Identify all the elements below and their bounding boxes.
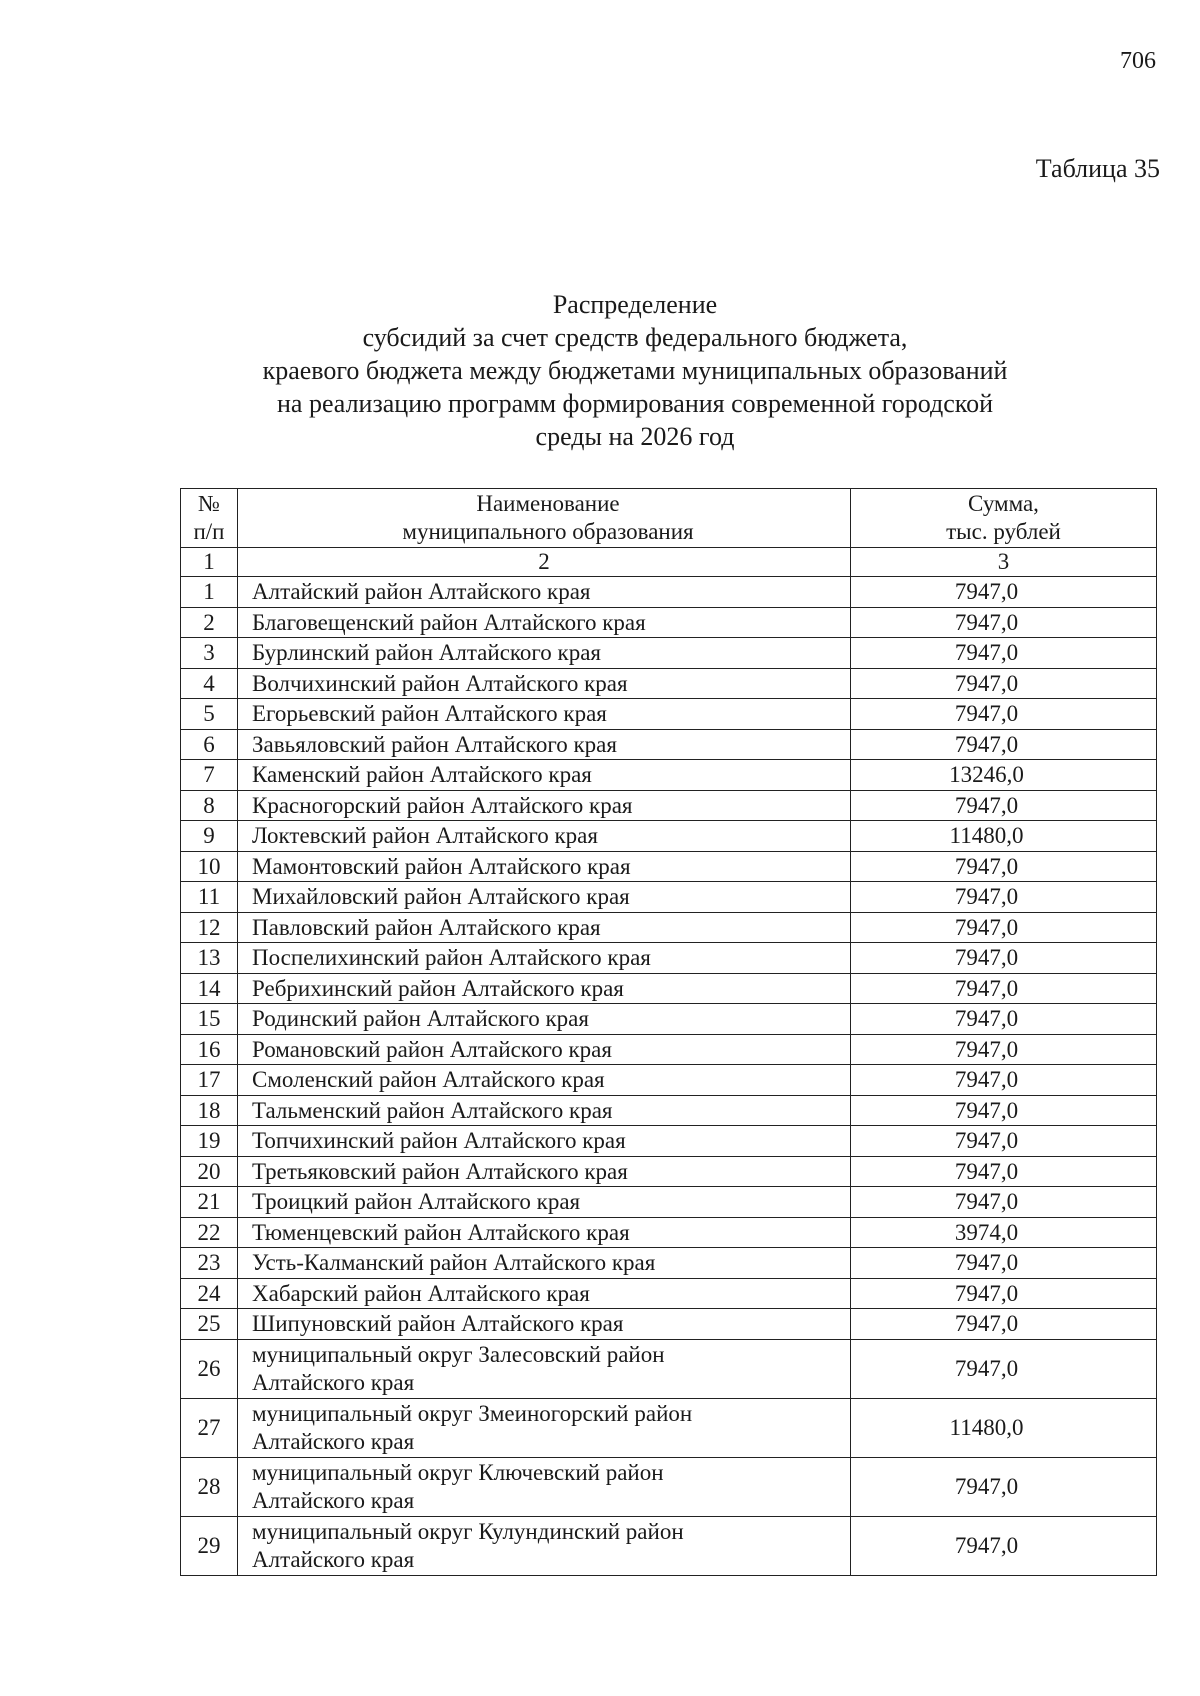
column-index-row — [181, 548, 1157, 577]
subsidy-amount: 7947,0 — [851, 1278, 1157, 1309]
table-row — [181, 1217, 1157, 1248]
title-line: субсидий за счет средств федерального бюджета, — [362, 323, 908, 352]
column-index: 2 — [238, 548, 851, 577]
row-number: 7 — [181, 760, 238, 791]
subsidy-amount: 7947,0 — [851, 1457, 1157, 1516]
table-row — [181, 912, 1157, 943]
row-number: 15 — [181, 1004, 238, 1035]
subsidy-amount: 7947,0 — [851, 943, 1157, 974]
subsidy-amount: 13246,0 — [851, 760, 1157, 791]
subsidy-amount: 7947,0 — [851, 1004, 1157, 1035]
subsidy-amount: 7947,0 — [851, 607, 1157, 638]
row-number: 10 — [181, 851, 238, 882]
municipality-name: Смоленский район Алтайского края — [238, 1065, 851, 1096]
municipality-name: Каменский район Алтайского края — [238, 760, 851, 791]
header-name-line: муниципального образования — [402, 519, 694, 544]
municipality-name: Хабарский район Алтайского края — [238, 1278, 851, 1309]
subsidy-amount: 3974,0 — [851, 1217, 1157, 1248]
row-number: 5 — [181, 699, 238, 730]
subsidy-amount: 7947,0 — [851, 882, 1157, 913]
table-row — [181, 1095, 1157, 1126]
municipality-name-line: муниципальный округ Кулундинский район — [252, 1518, 684, 1544]
municipality-name: Родинский район Алтайского края — [238, 1004, 851, 1035]
municipality-name — [238, 1457, 851, 1516]
municipality-name: Завьяловский район Алтайского края — [238, 729, 851, 760]
table-row — [181, 1126, 1157, 1157]
municipality-name: Шипуновский район Алтайского края — [238, 1309, 851, 1340]
municipality-name: Благовещенский район Алтайского края — [238, 607, 851, 638]
municipality-name — [238, 1339, 851, 1398]
row-number: 13 — [181, 943, 238, 974]
row-number: 26 — [181, 1339, 238, 1398]
table-row — [181, 1187, 1157, 1218]
subsidy-amount: 7947,0 — [851, 577, 1157, 608]
subsidy-amount: 7947,0 — [851, 973, 1157, 1004]
header-sum-line: Сумма, — [968, 491, 1039, 516]
subsidy-amount: 7947,0 — [851, 1248, 1157, 1279]
municipality-name-line: муниципальный округ Ключевский район — [252, 1459, 664, 1485]
municipality-name: Волчихинский район Алтайского края — [238, 668, 851, 699]
subsidy-amount: 7947,0 — [851, 1126, 1157, 1157]
subsidy-amount: 7947,0 — [851, 851, 1157, 882]
table-row — [181, 821, 1157, 852]
subsidy-amount: 7947,0 — [851, 1034, 1157, 1065]
municipality-name: Поспелихинский район Алтайского края — [238, 943, 851, 974]
row-number: 9 — [181, 821, 238, 852]
row-number: 14 — [181, 973, 238, 1004]
table-row — [181, 790, 1157, 821]
municipality-name — [238, 1398, 851, 1457]
subsidy-amount: 7947,0 — [851, 1309, 1157, 1340]
municipality-name: Мамонтовский район Алтайского края — [238, 851, 851, 882]
table-row — [181, 943, 1157, 974]
header-name-line: Наименование — [476, 491, 620, 516]
table-row — [181, 577, 1157, 608]
municipality-name: Романовский район Алтайского края — [238, 1034, 851, 1065]
municipality-name-line: муниципальный округ Змеиногорский район — [252, 1400, 693, 1426]
subsidy-amount: 7947,0 — [851, 1095, 1157, 1126]
table-row — [181, 1156, 1157, 1187]
row-number: 24 — [181, 1278, 238, 1309]
table-body — [181, 577, 1157, 1576]
municipality-name: Ребрихинский район Алтайского края — [238, 973, 851, 1004]
subsidy-amount: 7947,0 — [851, 1339, 1157, 1398]
row-number: 21 — [181, 1187, 238, 1218]
table-row — [181, 882, 1157, 913]
table-row — [181, 1004, 1157, 1035]
row-number: 19 — [181, 1126, 238, 1157]
row-number: 23 — [181, 1248, 238, 1279]
subsidy-amount: 7947,0 — [851, 668, 1157, 699]
table-row — [181, 699, 1157, 730]
table-row — [181, 1309, 1157, 1340]
column-index: 1 — [181, 548, 238, 577]
municipality-name — [238, 1516, 851, 1575]
row-number: 28 — [181, 1457, 238, 1516]
title-line: Распределение — [552, 290, 718, 319]
row-number: 12 — [181, 912, 238, 943]
table-header-row — [181, 489, 1157, 548]
row-number: 22 — [181, 1217, 238, 1248]
row-number: 17 — [181, 1065, 238, 1096]
row-number: 4 — [181, 668, 238, 699]
subsidy-amount: 11480,0 — [851, 821, 1157, 852]
title-line: на реализацию программ формирования современной городской — [277, 389, 993, 418]
subsidy-amount: 11480,0 — [851, 1398, 1157, 1457]
page-number: 706 — [1120, 48, 1156, 74]
municipality-name: Усть-Калманский район Алтайского края — [238, 1248, 851, 1279]
municipality-name-line: Алтайского края — [252, 1487, 415, 1513]
subsidy-amount: 7947,0 — [851, 729, 1157, 760]
subsidy-amount: 7947,0 — [851, 1156, 1157, 1187]
municipality-name: Алтайский район Алтайского края — [238, 577, 851, 608]
table-row — [181, 760, 1157, 791]
municipality-name: Павловский район Алтайского края — [238, 912, 851, 943]
row-number: 3 — [181, 638, 238, 669]
table-row — [181, 851, 1157, 882]
row-number: 8 — [181, 790, 238, 821]
header-sum — [851, 489, 1157, 548]
row-number: 27 — [181, 1398, 238, 1457]
municipality-name: Михайловский район Алтайского края — [238, 882, 851, 913]
table-row — [181, 1248, 1157, 1279]
municipality-name: Красногорский район Алтайского края — [238, 790, 851, 821]
table-row — [181, 1065, 1157, 1096]
title-line: краевого бюджета между бюджетами муниципальных образований — [262, 356, 1008, 385]
table-row — [181, 1278, 1157, 1309]
row-number: 25 — [181, 1309, 238, 1340]
municipality-name-line: Алтайского края — [252, 1428, 415, 1454]
municipality-name-line: Алтайского края — [252, 1369, 415, 1395]
row-number: 1 — [181, 577, 238, 608]
subsidy-amount: 7947,0 — [851, 1516, 1157, 1575]
table-row — [181, 1398, 1157, 1457]
row-number: 6 — [181, 729, 238, 760]
table-row — [181, 638, 1157, 669]
table-row — [181, 1034, 1157, 1065]
document-title — [180, 288, 1090, 453]
header-number-line: № — [198, 491, 220, 516]
header-number — [181, 489, 238, 548]
municipality-name: Третьяковский район Алтайского края — [238, 1156, 851, 1187]
row-number: 18 — [181, 1095, 238, 1126]
municipality-name: Локтевский район Алтайского края — [238, 821, 851, 852]
header-number-line: п/п — [193, 519, 225, 544]
row-number: 16 — [181, 1034, 238, 1065]
table-row — [181, 607, 1157, 638]
row-number: 20 — [181, 1156, 238, 1187]
table-row — [181, 1457, 1157, 1516]
row-number: 2 — [181, 607, 238, 638]
header-sum-line: тыс. рублей — [946, 519, 1061, 544]
subsidy-amount: 7947,0 — [851, 638, 1157, 669]
subsidy-amount: 7947,0 — [851, 1187, 1157, 1218]
table-row — [181, 729, 1157, 760]
table-row — [181, 1516, 1157, 1575]
table-row — [181, 668, 1157, 699]
header-name — [238, 489, 851, 548]
municipality-name-line: муниципальный округ Залесовский район — [252, 1341, 665, 1367]
table-label: Таблица 35 — [1035, 154, 1160, 183]
table-row — [181, 1339, 1157, 1398]
table-row — [181, 973, 1157, 1004]
municipality-name: Бурлинский район Алтайского края — [238, 638, 851, 669]
municipality-name: Егорьевский район Алтайского края — [238, 699, 851, 730]
municipality-name: Тальменский район Алтайского края — [238, 1095, 851, 1126]
municipality-name: Троицкий район Алтайского края — [238, 1187, 851, 1218]
row-number: 29 — [181, 1516, 238, 1575]
municipality-name: Топчихинский район Алтайского края — [238, 1126, 851, 1157]
subsidy-amount: 7947,0 — [851, 912, 1157, 943]
municipality-name: Тюменцевский район Алтайского края — [238, 1217, 851, 1248]
municipality-name-line: Алтайского края — [252, 1546, 415, 1572]
subsidy-amount: 7947,0 — [851, 790, 1157, 821]
subsidy-amount: 7947,0 — [851, 1065, 1157, 1096]
distribution-table — [180, 488, 1157, 1576]
subsidy-amount: 7947,0 — [851, 699, 1157, 730]
title-line: среды на 2026 год — [535, 422, 735, 451]
row-number: 11 — [181, 882, 238, 913]
column-index: 3 — [851, 548, 1157, 577]
